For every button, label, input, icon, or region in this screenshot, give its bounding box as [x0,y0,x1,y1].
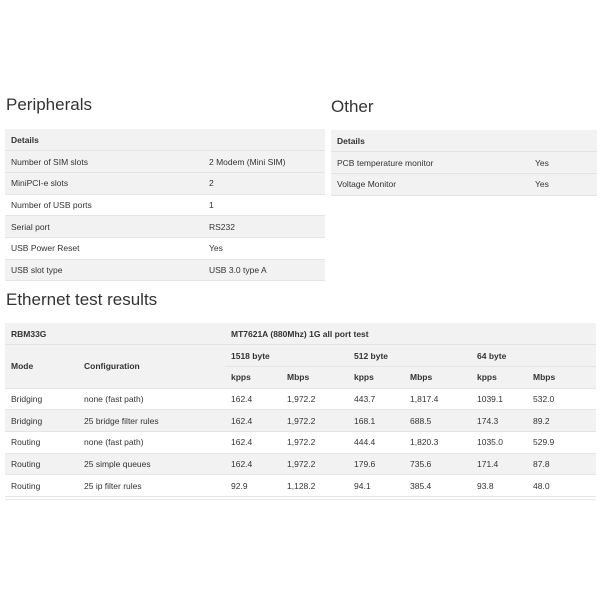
other-details-label: Details [331,130,597,152]
spec-label: Serial port [5,216,203,238]
table-row [5,172,325,194]
cell-value: 179.6 [348,453,404,475]
cell-value: 48.0 [527,475,596,497]
other-title: Other [331,97,374,116]
table-header-row [5,345,596,367]
peripherals-table [5,129,325,281]
table-row [5,453,596,475]
ethernet-results-table [5,323,596,497]
column-header-unit: Mbps [281,366,348,388]
column-header-unit: Mbps [404,366,471,388]
spec-value: 2 [203,172,325,194]
table-row [5,475,596,497]
cell-value: 93.8 [471,475,527,497]
peripherals-details-label: Details [5,129,325,151]
cell-value: 1039.1 [471,388,527,410]
cell-value: 532.0 [527,388,596,410]
spec-label: Number of SIM slots [5,151,203,173]
table-row [331,152,597,174]
table-row [5,151,325,173]
cell-mode: Bridging [5,410,78,432]
spec-value: Yes [529,152,597,174]
cell-mode: Routing [5,475,78,497]
table-row [331,173,597,195]
cell-value: 1,972.2 [281,410,348,432]
other-details-header [331,130,597,152]
column-header-unit: kpps [225,366,281,388]
spec-value: USB 3.0 type A [203,259,325,281]
cell-mode: Bridging [5,388,78,410]
cell-configuration: 25 simple queues [78,453,225,475]
spec-value: RS232 [203,216,325,238]
cell-value: 735.6 [404,453,471,475]
other-table [331,130,597,196]
cell-configuration: 25 bridge filter rules [78,410,225,432]
column-header-packet-size: 512 byte [348,345,471,367]
column-header-mode: Mode [5,345,78,388]
cell-value: 162.4 [225,453,281,475]
column-header-configuration: Configuration [78,345,225,388]
spec-value: Yes [529,173,597,195]
table-row [5,410,596,432]
spec-label: USB Power Reset [5,237,203,259]
spec-value: Yes [203,237,325,259]
table-header-row [5,323,596,345]
table-row [5,216,325,238]
cell-configuration: none (fast path) [78,431,225,453]
spec-label: MiniPCI-e slots [5,172,203,194]
spec-label: USB slot type [5,259,203,281]
spec-value: 2 Modem (Mini SIM) [203,151,325,173]
cell-value: 529.9 [527,431,596,453]
cell-value: 94.1 [348,475,404,497]
peripherals-details-header [5,129,325,151]
spec-label: Voltage Monitor [331,173,529,195]
spec-label: PCB temperature monitor [331,152,529,174]
spec-label: Number of USB ports [5,194,203,216]
ethernet-title: Ethernet test results [6,290,158,309]
cell-value: 162.4 [225,410,281,432]
cell-value: 443.7 [348,388,404,410]
cell-value: 444.4 [348,431,404,453]
cell-value: 162.4 [225,431,281,453]
cell-value: 1,972.2 [281,453,348,475]
peripherals-title: Peripherals [6,95,92,114]
cell-value: 171.4 [471,453,527,475]
cell-value: 162.4 [225,388,281,410]
cell-configuration: 25 ip filter rules [78,475,225,497]
column-header-unit: Mbps [527,366,596,388]
test-name: MT7621A (880Mhz) 1G all port test [225,323,596,345]
cell-configuration: none (fast path) [78,388,225,410]
cell-value: 174.3 [471,410,527,432]
table-row [5,259,325,281]
column-header-unit: kpps [471,366,527,388]
table-row [5,194,325,216]
cell-value: 168.1 [348,410,404,432]
cell-mode: Routing [5,453,78,475]
cell-value: 1,972.2 [281,431,348,453]
model-name: RBM33G [5,323,225,345]
cell-value: 92.9 [225,475,281,497]
cell-value: 1,820.3 [404,431,471,453]
table-row [5,237,325,259]
table-row [5,388,596,410]
column-header-unit: kpps [348,366,404,388]
spec-value: 1 [203,194,325,216]
cell-value: 385.4 [404,475,471,497]
cell-value: 89.2 [527,410,596,432]
column-header-packet-size: 1518 byte [225,345,348,367]
cell-value: 1,817.4 [404,388,471,410]
divider [5,499,596,500]
cell-value: 87.8 [527,453,596,475]
cell-value: 688.5 [404,410,471,432]
cell-mode: Routing [5,431,78,453]
cell-value: 1035.0 [471,431,527,453]
column-header-packet-size: 64 byte [471,345,596,367]
cell-value: 1,972.2 [281,388,348,410]
table-row [5,431,596,453]
cell-value: 1,128.2 [281,475,348,497]
